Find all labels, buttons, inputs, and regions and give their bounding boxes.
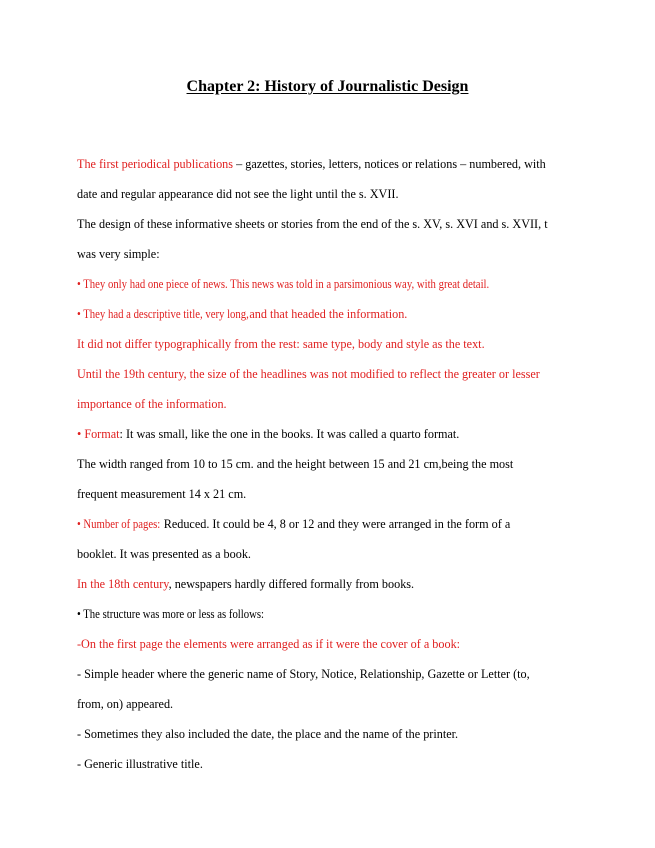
text-run: and that headed the information. — [246, 307, 408, 321]
bullet-label: • Number of pages: — [77, 517, 161, 531]
list-item-continuation: from, on) appeared. — [77, 697, 174, 711]
bullet-text: • The structure was more or less as follows: — [77, 607, 265, 621]
paragraph-line: importance of the information. — [77, 397, 227, 411]
list-item: - Simple header where the generic name of Story, Notice, Relationship, Gazette or Letter (to, — [77, 667, 530, 681]
paragraph-line: The design of these informative sheets or stories from the end of the s. XV, s. XVI and s. XVII, t — [77, 217, 548, 231]
paragraph-line: It did not differ typographically from the rest: same type, body and style as the text. — [77, 337, 485, 351]
paragraph-line: date and regular appearance did not see the light until the s. XVII. — [77, 187, 399, 201]
bullet-line — [77, 276, 545, 292]
highlighted-phrase: In the 18th century — [77, 577, 169, 591]
paragraph-line: booklet. It was presented as a book. — [77, 547, 251, 561]
list-item: - Generic illustrative title. — [77, 757, 203, 771]
paragraph-line: frequent measurement 14 x 21 cm. — [77, 487, 247, 501]
paragraph-line: Until the 19th century, the size of the headlines was not modified to reflect the greater or lesser — [77, 367, 540, 381]
text-run: – gazettes, stories, letters, notices or relations – numbered, with — [233, 157, 546, 171]
paragraph-line: The width ranged from 10 to 15 cm. and the height between 15 and 21 cm,being the most — [77, 457, 514, 471]
text-run: : It was small, like the one in the books. It was called a quarto format. — [119, 427, 460, 441]
text-run: Reduced. It could be 4, 8 or 12 and they were arranged in the form of a — [160, 517, 511, 531]
paragraph-line: -On the first page the elements were arranged as if it were the cover of a book: — [77, 637, 461, 651]
bullet-line — [77, 516, 510, 532]
bullet-line — [77, 606, 290, 622]
text-run: , newspapers hardly differed formally from books. — [168, 577, 415, 591]
bullet-line — [77, 426, 459, 442]
bullet-label: • Format — [77, 427, 120, 441]
list-item: - Sometimes they also included the date, the place and the name of the printer. — [77, 727, 459, 741]
bullet-line — [77, 306, 407, 322]
page-title: Chapter 2: History of Journalistic Design — [186, 78, 469, 95]
paragraph-line: was very simple: — [77, 247, 160, 261]
bullet-text: • They had a descriptive title, very long, — [77, 307, 249, 321]
highlighted-phrase: The first periodical publications — [77, 157, 234, 171]
paragraph-line — [77, 156, 546, 172]
bullet-text: • They only had one piece of news. This news was told in a parsimonious way, with great detail. — [77, 277, 490, 291]
paragraph-line — [77, 576, 414, 592]
